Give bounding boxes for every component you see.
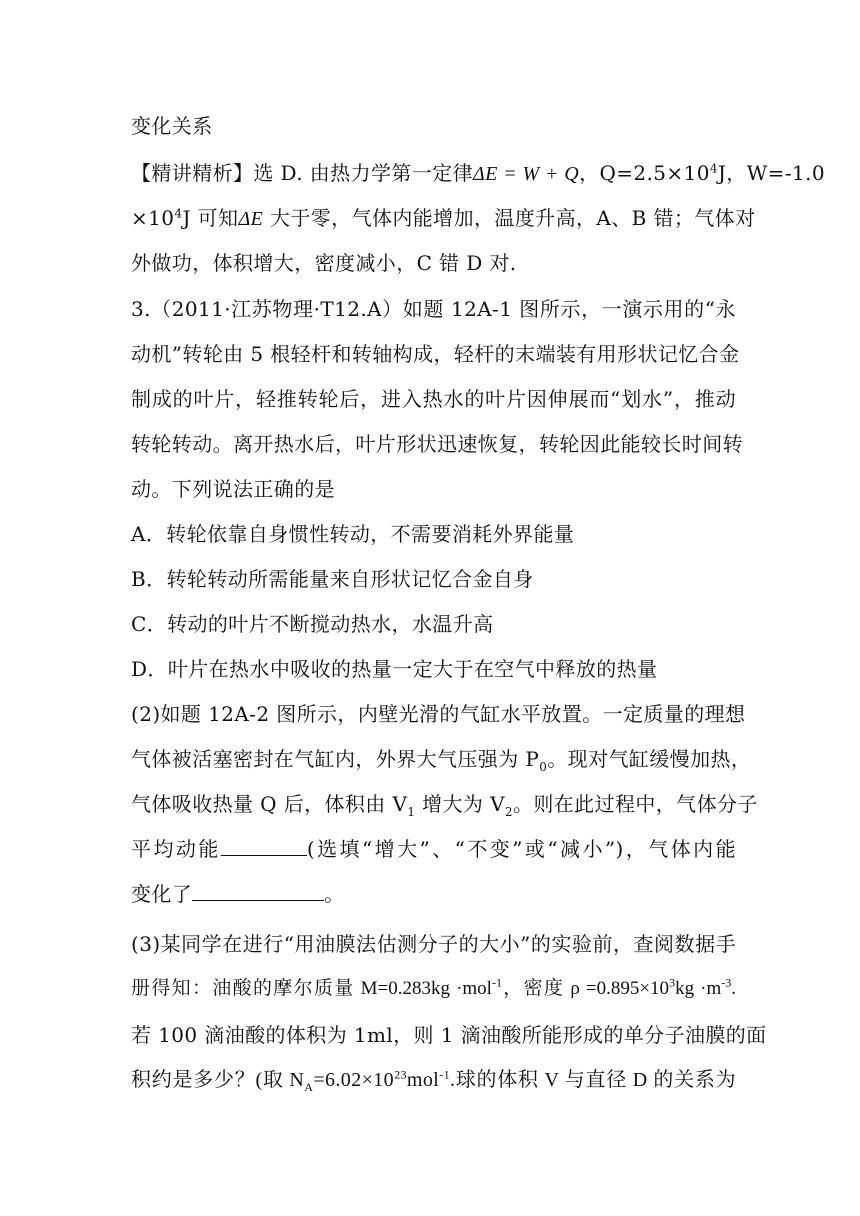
text-line-7 <box>131 386 736 412</box>
line-text: 气体吸收热量 Q 后，体积由 V <box>131 792 408 816</box>
line-text: 增大为 V <box>415 792 505 816</box>
superscript: 23 <box>394 1067 407 1082</box>
line-text: C．转动的叶片不断搅动热水，水温升高 <box>131 612 494 636</box>
superscript: -3 <box>721 975 732 990</box>
text-line-19 <box>131 931 736 957</box>
line-text: J，W=-1.0 <box>717 161 825 185</box>
fill-blank-2[interactable] <box>192 882 324 901</box>
line-text: (2)如题 12A-2 图所示，内壁光滑的气缸水平放置。一定质量的理想 <box>131 702 746 726</box>
line-text: 转轮转动。离开热水后，叶片形状迅速恢复，转轮因此能较长时间转 <box>131 432 743 456</box>
line-text: 。 <box>324 882 345 906</box>
superscript: -1 <box>491 975 502 990</box>
line-text: 。则在此过程中，气体分子 <box>512 792 758 816</box>
line-text: 变化了 <box>131 882 193 906</box>
line-text: 册得知：油酸的摩尔质量 M=0.283kg ·mol <box>131 978 492 999</box>
subscript: 1 <box>407 805 416 819</box>
superscript: 3 <box>669 975 676 990</box>
fill-blank-1[interactable] <box>221 837 307 856</box>
line-text: 【精讲精析】选 D. 由热力学第一定律 <box>131 161 473 185</box>
option-b <box>131 566 736 592</box>
text-line-4 <box>131 250 736 276</box>
text-line-21 <box>131 1022 767 1048</box>
line-text: D．叶片在热水中吸收的热量一定大于在空气中释放的热量 <box>131 657 658 681</box>
line-text: A．转轮依靠自身惯性转动，不需要消耗外界能量 <box>131 522 575 546</box>
line-text: 。现对气缸缓慢加热， <box>547 747 752 771</box>
option-c <box>131 611 736 637</box>
text-line-16 <box>131 791 758 819</box>
line-text: kg ·m <box>675 978 722 999</box>
text-line-22 <box>131 1067 736 1093</box>
line-text: ，密度 ρ =0.895×10 <box>501 978 670 999</box>
text-line-3 <box>131 205 756 232</box>
superscript: 4 <box>709 161 718 176</box>
text-line-14 <box>131 701 746 727</box>
option-d <box>131 656 736 682</box>
line-text: 若 100 滴油酸的体积为 1ml，则 1 滴油酸所能形成的单分子油膜的面 <box>131 1023 767 1047</box>
line-text: 积约是多少？(取 N <box>131 1069 305 1091</box>
line-text: .球的体积 V 与直径 D 的关系为 <box>450 1069 736 1091</box>
text-line-1 <box>131 113 736 139</box>
line-text: 3.（2011·江苏物理·T12.A）如题 12A-1 图所示，一演示用的“永 <box>131 297 736 321</box>
line-text: 大于零，气体内能增加，温度升高，A、B 错；气体对 <box>263 206 756 230</box>
text-line-9 <box>131 476 736 502</box>
line-text: 变化关系 <box>131 114 213 138</box>
subscript: 2 <box>504 805 513 819</box>
line-text: 动机”转轮由 5 根轻杆和转轴构成，轻杆的末端装有用形状记忆合金 <box>131 342 740 366</box>
line-text: 制成的叶片，轻推转轮后，进入热水的叶片因伸展而“划水”，推动 <box>131 387 736 411</box>
text-line-20 <box>131 976 736 1002</box>
line-text: (3)某同学在进行“用油膜法估测分子的大小”的实验前，查阅数据手 <box>131 932 736 956</box>
formula: ΔE = W + Q <box>473 163 580 185</box>
text-line-18 <box>131 881 736 907</box>
option-a <box>131 521 736 547</box>
superscript: -1 <box>439 1067 451 1082</box>
text-line-6 <box>131 341 740 367</box>
text-line-5 <box>131 296 736 322</box>
line-text: ×10 <box>131 206 175 230</box>
text-line-15 <box>131 746 752 774</box>
line-text: =6.02×10 <box>313 1069 395 1091</box>
text-line-17 <box>131 836 736 862</box>
line-text: ，Q=2.5×10 <box>579 161 710 185</box>
line-text: J 可知 <box>182 206 239 230</box>
line-text: B．转轮转动所需能量来自形状记忆合金自身 <box>131 567 534 591</box>
line-text: 外做功，体积增大，密度减小，C 错 D 对. <box>131 251 517 275</box>
line-text: 气体被活塞密封在气缸内，外界大气压强为 P <box>131 747 540 771</box>
line-text: 动。下列说法正确的是 <box>131 477 335 501</box>
subscript: 0 <box>539 760 548 774</box>
line-text: . <box>731 978 736 999</box>
subscript: A <box>304 1080 314 1094</box>
formula: ΔE <box>238 208 264 230</box>
line-text: (选填“增大”、“不变”或“减小”)，气体内能 <box>306 837 737 861</box>
text-line-8 <box>131 431 743 457</box>
line-text: mol <box>406 1069 440 1091</box>
line-text: 平均动能 <box>131 837 221 861</box>
superscript: 4 <box>174 206 183 221</box>
text-line-2 <box>131 160 825 187</box>
